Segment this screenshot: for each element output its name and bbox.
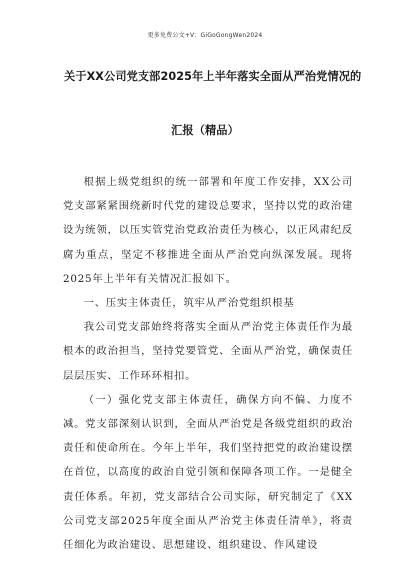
paragraph-subsection-1: （一）强化党支部主体责任，确保方向不偏、力度不减。党支部深刻认识到，全面从严治党是各级党组织的政治责任和使命所在。今年上半年，我们坚持把党的政治建设摆在首位，以高度的政治自觉引领和保障各项工作。一是健全责任体系。年初，党支部结合公司实际，研究制定了《XX公司党支部2025年度全面从严治党主体责任清单》，将责任细化为政治建设、思想建设、组织建设、作风建设 (63, 393, 353, 552)
section-heading-1: 一、压实主体责任，筑牢从严治党组织根基 (83, 297, 295, 310)
document-title-line-1: 关于XX公司党支部2025年上半年落实全面从严治党情况的 (64, 70, 362, 83)
paragraph-section-1: 我公司党支部始终将落实全面从严治党主体责任作为最根本的政治担当，坚持党要管党、全面从严治党，确保责任层层压实、工作环环相扣。 (63, 321, 353, 382)
paragraph-intro: 根据上级党组织的统一部署和年度工作安排，XX公司党支部紧紧围绕新时代党的建设总要求，坚持以党的政治建设为统领，以压实管党治党政治责任为核心，以正风肃纪反腐为重点，坚定不移推进全面从严治党向纵深发展。现将2025年上半年有关情况汇报如下。 (63, 176, 353, 285)
document-body (63, 170, 353, 557)
document-title-line-2: 汇报（精品） (171, 124, 239, 137)
header-note: 更多免费公文+V：GiGoGongWen2024 (147, 32, 263, 39)
